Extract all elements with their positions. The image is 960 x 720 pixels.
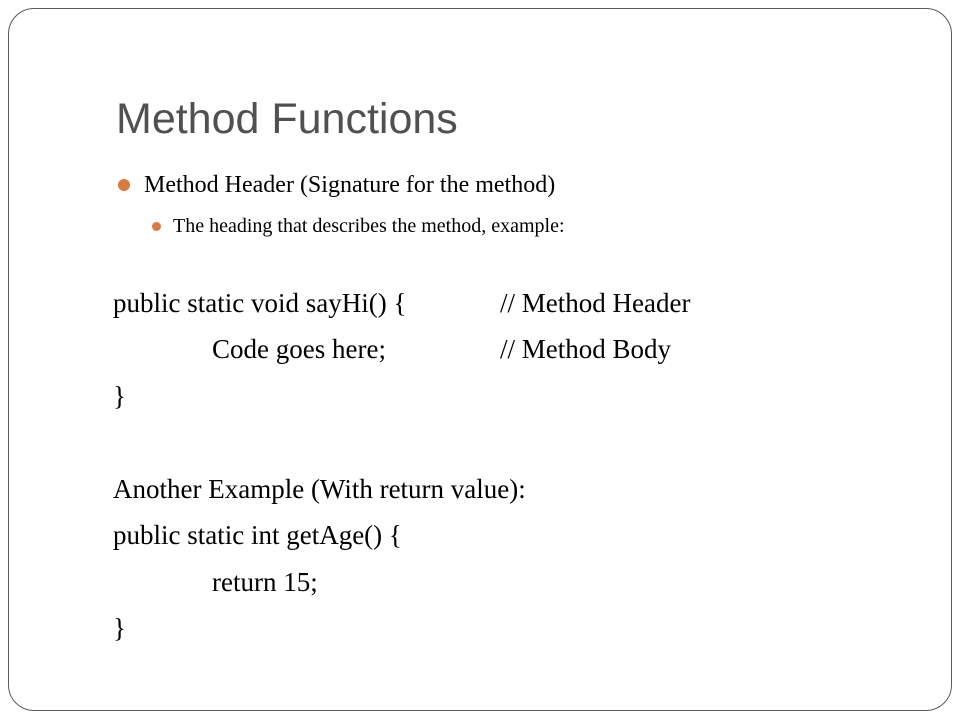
bullet-text: Method Header (Signature for the method) [144,172,556,198]
code-line-sayhi-header [113,280,691,326]
code-text: public static void sayHi() { [113,288,407,318]
sub-bullet-text: The heading that describes the method, example: [173,215,565,237]
sub-bullet-heading-description [173,213,565,239]
slide-title: Method Functions [116,95,458,143]
bullet-method-header [144,169,555,201]
code-comment: // Method Header [500,288,691,318]
code-line-another-example [113,466,526,512]
slide-frame [8,8,952,711]
code-text: Another Example (With return value): [113,474,526,504]
bullet-dot-icon [152,222,161,231]
code-text: public static int getAge() { [113,520,402,550]
code-line-getage-close [113,605,126,651]
code-text: Code goes here; [212,334,386,364]
bullet-dot-icon [118,179,130,191]
code-line-sayhi-close [113,373,126,419]
code-text: } [113,381,126,411]
code-text: } [113,613,126,643]
code-comment: // Method Body [500,334,672,364]
code-text: return 15; [212,567,318,597]
code-line-getage-header [113,512,402,558]
